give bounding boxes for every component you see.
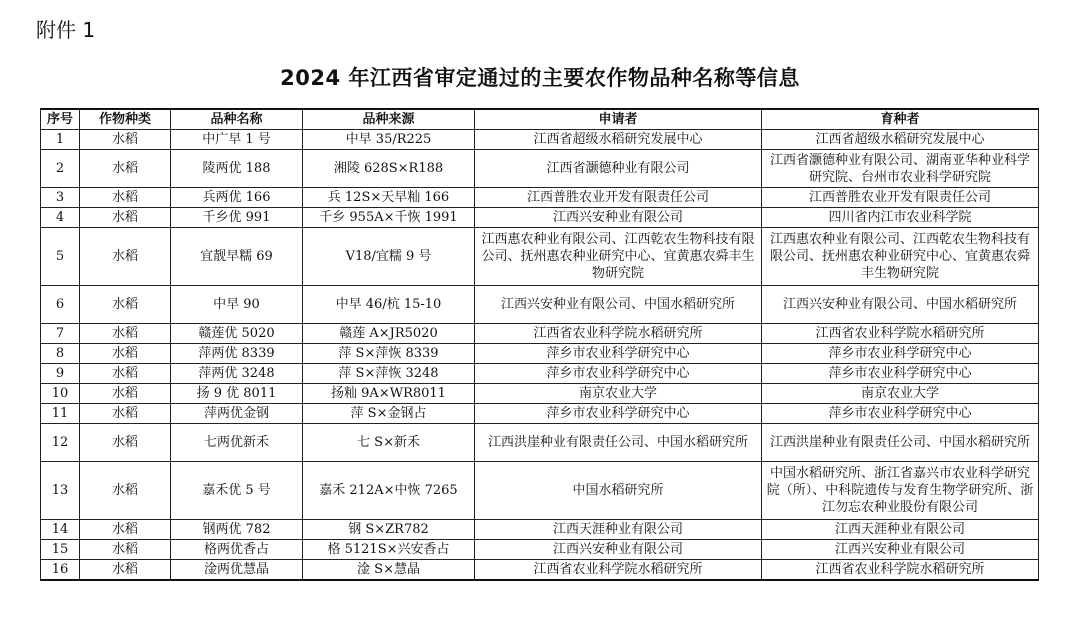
cell-no: 11	[41, 404, 80, 424]
cell-breeder: 江西省农业科学院水稻研究所	[762, 324, 1039, 344]
cell-no: 10	[41, 384, 80, 404]
table-row	[41, 324, 1039, 344]
cell-breeder: 江西省农业科学院水稻研究所	[762, 560, 1039, 581]
cell-applicant: 萍乡市农业科学研究中心	[475, 404, 762, 424]
cell-no: 13	[41, 462, 80, 520]
cell-no: 12	[41, 424, 80, 462]
table-row	[41, 424, 1039, 462]
table-row	[41, 208, 1039, 228]
table-row	[41, 404, 1039, 424]
cell-crop: 水稻	[80, 188, 171, 208]
cell-name: 萍两优 3248	[171, 364, 303, 384]
cell-source: 七 S×新禾	[303, 424, 475, 462]
variety-table	[40, 108, 1039, 581]
cell-crop: 水稻	[80, 424, 171, 462]
col-header-crop: 作物种类	[80, 109, 171, 130]
table-row	[41, 384, 1039, 404]
cell-applicant: 江西兴安种业有限公司	[475, 208, 762, 228]
cell-crop: 水稻	[80, 462, 171, 520]
cell-applicant: 江西兴安种业有限公司	[475, 540, 762, 560]
cell-breeder: 萍乡市农业科学研究中心	[762, 364, 1039, 384]
cell-crop: 水稻	[80, 384, 171, 404]
table-row	[41, 228, 1039, 286]
cell-crop: 水稻	[80, 404, 171, 424]
header-row	[41, 109, 1039, 130]
table-row	[41, 560, 1039, 581]
page-title: 2024 年江西省审定通过的主要农作物品种名称等信息	[280, 66, 800, 90]
table-row	[41, 344, 1039, 364]
cell-source: 中早 46/杭 15-10	[303, 286, 475, 324]
cell-breeder: 萍乡市农业科学研究中心	[762, 404, 1039, 424]
cell-breeder: 江西兴安种业有限公司、中国水稻研究所	[762, 286, 1039, 324]
table-row	[41, 520, 1039, 540]
cell-no: 2	[41, 150, 80, 188]
table-row	[41, 150, 1039, 188]
cell-crop: 水稻	[80, 344, 171, 364]
cell-source: 淦 S×慧晶	[303, 560, 475, 581]
cell-applicant: 萍乡市农业科学研究中心	[475, 344, 762, 364]
cell-crop: 水稻	[80, 228, 171, 286]
cell-breeder: 江西洪崖种业有限责任公司、中国水稻研究所	[762, 424, 1039, 462]
cell-source: 湘陵 628S×R188	[303, 150, 475, 188]
cell-source: 钢 S×ZR782	[303, 520, 475, 540]
cell-source: 格 5121S×兴安香占	[303, 540, 475, 560]
cell-no: 5	[41, 228, 80, 286]
table-row	[41, 130, 1039, 150]
cell-name: 赣莲优 5020	[171, 324, 303, 344]
col-header-source: 品种来源	[303, 109, 475, 130]
cell-applicant: 江西省农业科学院水稻研究所	[475, 560, 762, 581]
cell-applicant: 中国水稻研究所	[475, 462, 762, 520]
cell-breeder: 南京农业大学	[762, 384, 1039, 404]
cell-applicant: 萍乡市农业科学研究中心	[475, 364, 762, 384]
cell-applicant: 江西兴安种业有限公司、中国水稻研究所	[475, 286, 762, 324]
cell-no: 14	[41, 520, 80, 540]
table-row	[41, 462, 1039, 520]
cell-no: 4	[41, 208, 80, 228]
cell-name: 嘉禾优 5 号	[171, 462, 303, 520]
cell-name: 千乡优 991	[171, 208, 303, 228]
attachment-label: 附件 1	[36, 18, 96, 42]
cell-no: 3	[41, 188, 80, 208]
cell-source: 赣莲 A×JR5020	[303, 324, 475, 344]
cell-source: 萍 S×萍恢 8339	[303, 344, 475, 364]
cell-no: 8	[41, 344, 80, 364]
cell-name: 陵两优 188	[171, 150, 303, 188]
cell-breeder: 萍乡市农业科学研究中心	[762, 344, 1039, 364]
cell-crop: 水稻	[80, 208, 171, 228]
cell-breeder: 江西普胜农业开发有限责任公司	[762, 188, 1039, 208]
cell-no: 9	[41, 364, 80, 384]
cell-applicant: 江西天涯种业有限公司	[475, 520, 762, 540]
cell-name: 萍两优 8339	[171, 344, 303, 364]
cell-source: 萍 S×萍恢 3248	[303, 364, 475, 384]
col-header-name: 品种名称	[171, 109, 303, 130]
cell-crop: 水稻	[80, 560, 171, 581]
cell-crop: 水稻	[80, 324, 171, 344]
cell-name: 宜靓早糯 69	[171, 228, 303, 286]
cell-breeder: 江西省超级水稻研究发展中心	[762, 130, 1039, 150]
table-row	[41, 540, 1039, 560]
cell-name: 中早 90	[171, 286, 303, 324]
cell-crop: 水稻	[80, 286, 171, 324]
table-row	[41, 188, 1039, 208]
cell-applicant: 江西洪崖种业有限责任公司、中国水稻研究所	[475, 424, 762, 462]
cell-no: 7	[41, 324, 80, 344]
col-header-breeder: 育种者	[762, 109, 1039, 130]
cell-source: 兵 12S×天早籼 166	[303, 188, 475, 208]
cell-name: 扬 9 优 8011	[171, 384, 303, 404]
cell-applicant: 南京农业大学	[475, 384, 762, 404]
cell-crop: 水稻	[80, 520, 171, 540]
cell-applicant: 江西省灏德种业有限公司	[475, 150, 762, 188]
cell-name: 萍两优金钢	[171, 404, 303, 424]
cell-breeder: 四川省内江市农业科学院	[762, 208, 1039, 228]
cell-source: V18/宜糯 9 号	[303, 228, 475, 286]
cell-breeder: 江西兴安种业有限公司	[762, 540, 1039, 560]
cell-name: 中广早 1 号	[171, 130, 303, 150]
cell-source: 千乡 955A×千恢 1991	[303, 208, 475, 228]
cell-crop: 水稻	[80, 130, 171, 150]
cell-applicant: 江西省农业科学院水稻研究所	[475, 324, 762, 344]
cell-name: 兵两优 166	[171, 188, 303, 208]
cell-breeder: 中国水稻研究所、浙江省嘉兴市农业科学研究院（所）、中科院遗传与发育生物学研究所、浙江勿忘农种业股份有限公司	[762, 462, 1039, 520]
cell-source: 萍 S×金钢占	[303, 404, 475, 424]
cell-name: 格两优香占	[171, 540, 303, 560]
cell-name: 钢两优 782	[171, 520, 303, 540]
cell-name: 七两优新禾	[171, 424, 303, 462]
table-row	[41, 286, 1039, 324]
cell-breeder: 江西省灏德种业有限公司、湖南亚华种业科学研究院、台州市农业科学研究院	[762, 150, 1039, 188]
cell-applicant: 江西省超级水稻研究发展中心	[475, 130, 762, 150]
col-header-applicant: 申请者	[475, 109, 762, 130]
cell-source: 嘉禾 212A×中恢 7265	[303, 462, 475, 520]
cell-no: 1	[41, 130, 80, 150]
cell-crop: 水稻	[80, 540, 171, 560]
cell-source: 中早 35/R225	[303, 130, 475, 150]
col-header-no: 序号	[41, 109, 80, 130]
cell-applicant: 江西惠农种业有限公司、江西乾农生物科技有限公司、抚州惠农种业研究中心、宜黄惠农舜丰生物研究院	[475, 228, 762, 286]
cell-crop: 水稻	[80, 150, 171, 188]
cell-breeder: 江西惠农种业有限公司、江西乾农生物科技有限公司、抚州惠农种业研究中心、宜黄惠农舜丰生物研究院	[762, 228, 1039, 286]
cell-crop: 水稻	[80, 364, 171, 384]
table-row	[41, 364, 1039, 384]
cell-name: 淦两优慧晶	[171, 560, 303, 581]
cell-no: 6	[41, 286, 80, 324]
cell-source: 扬籼 9A×WR8011	[303, 384, 475, 404]
cell-no: 16	[41, 560, 80, 581]
cell-applicant: 江西普胜农业开发有限责任公司	[475, 188, 762, 208]
cell-breeder: 江西天涯种业有限公司	[762, 520, 1039, 540]
cell-no: 15	[41, 540, 80, 560]
